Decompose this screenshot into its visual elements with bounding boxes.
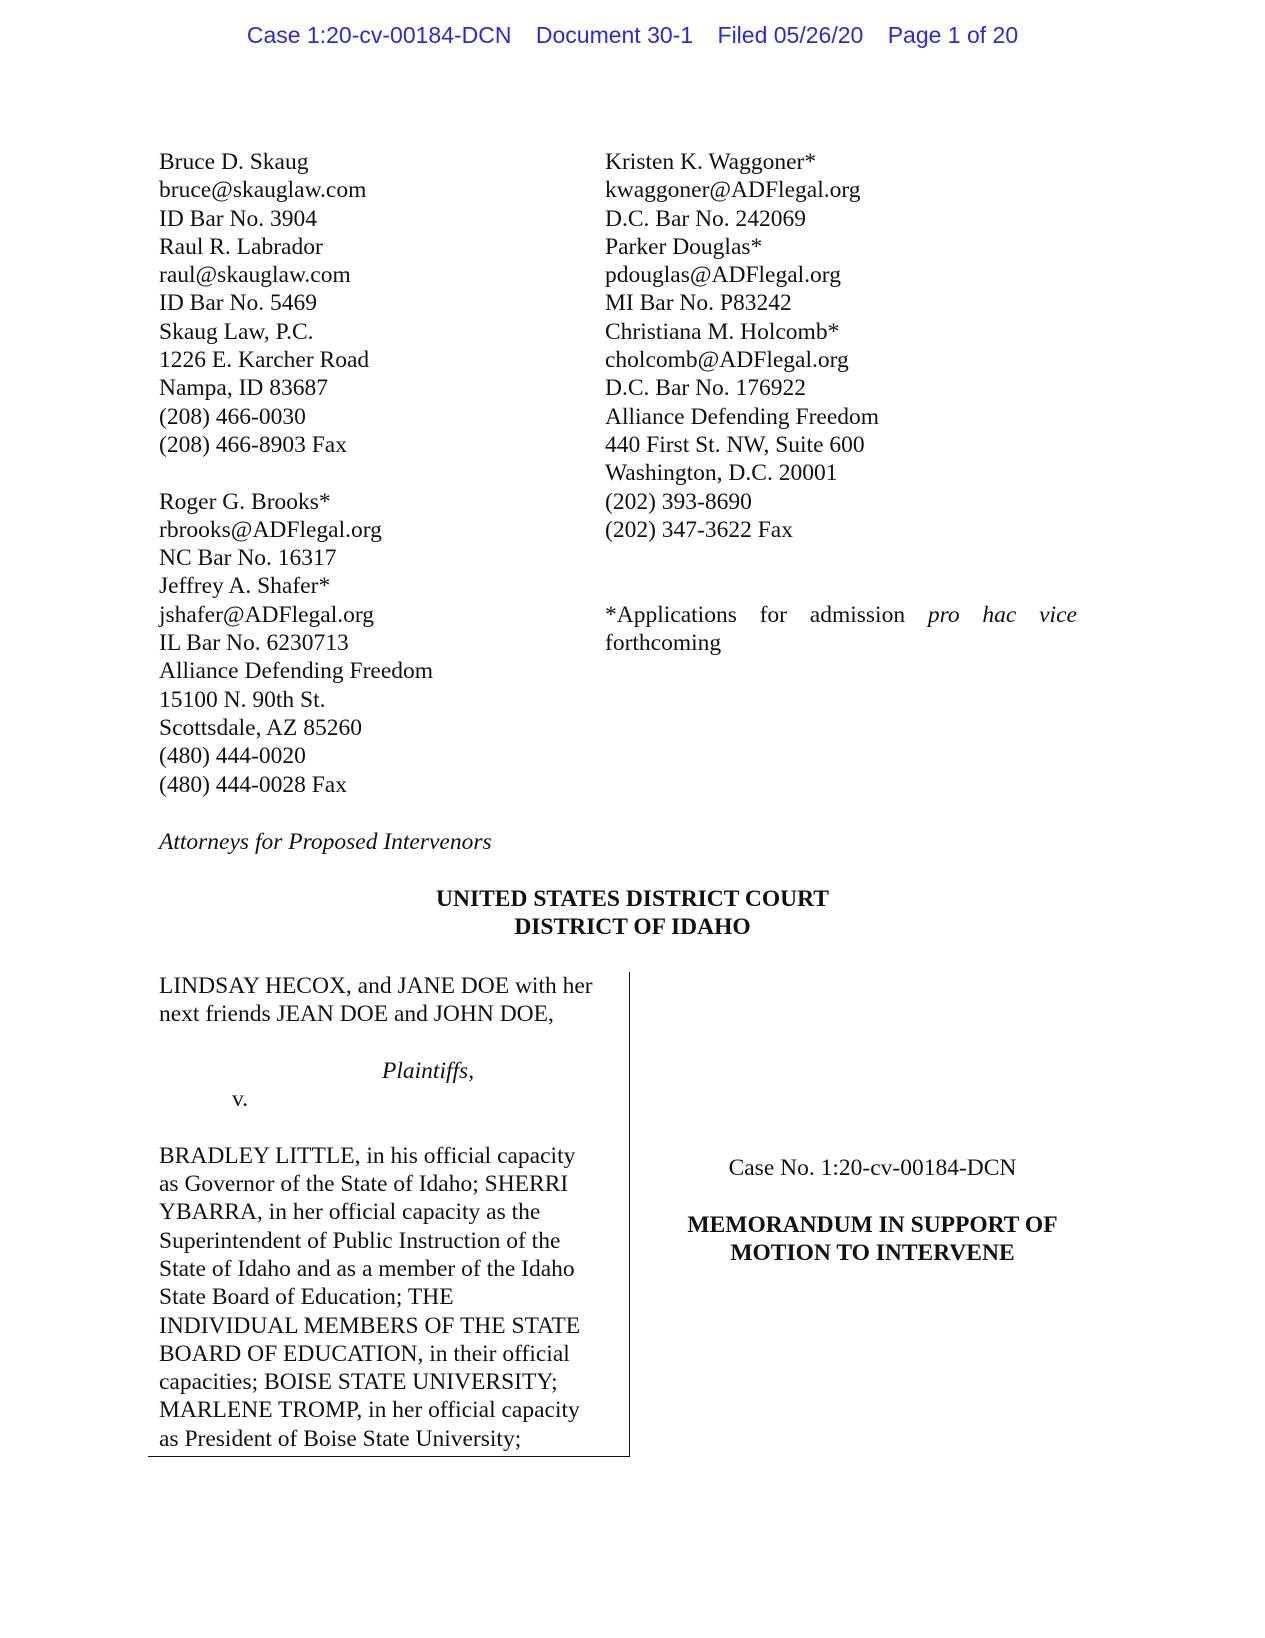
pro-hac-word: vice <box>1039 601 1077 628</box>
counsel-line: (208) 466-0030 <box>159 403 306 430</box>
counsel-line: ID Bar No. 5469 <box>159 290 317 317</box>
counsel-line: 1226 E. Karcher Road <box>159 347 370 374</box>
counsel-line: (202) 393-8690 <box>605 488 752 515</box>
counsel-email-link[interactable]: cholcomb@ADFlegal.org <box>605 347 849 374</box>
spacer <box>605 544 1077 601</box>
counsel-line: IL Bar No. 6230713 <box>159 630 349 657</box>
counsel-line: Raul R. Labrador <box>159 233 323 260</box>
counsel-email-link[interactable]: raul@skauglaw.com <box>159 262 351 289</box>
counsel-line: Bruce D. Skaug <box>159 149 309 175</box>
spacer <box>159 459 433 487</box>
attorneys-for-label: Attorneys for Proposed Intervenors <box>159 829 492 855</box>
case-caption-parties <box>148 972 630 1457</box>
pro-hac-word: admission <box>809 601 906 628</box>
court-title <box>0 885 1265 942</box>
pro-hac-word: *Applications <box>605 601 737 628</box>
counsel-line: Skaug Law, P.C. <box>159 318 314 345</box>
counsel-line: Kristen K. Waggoner* <box>605 149 817 175</box>
case-number: Case No. 1:20-cv-00184-DCN <box>728 1155 1017 1181</box>
plaintiffs-label-text: Plaintiffs <box>382 1057 469 1084</box>
counsel-line: ID Bar No. 3904 <box>159 205 317 232</box>
counsel-line: Christiana M. Holcomb* <box>605 318 840 345</box>
pro-hac-word: for <box>759 601 788 628</box>
defendants-line: BRADLEY LITTLE, in his official capacity <box>159 1142 576 1169</box>
pro-hac-vice-note <box>605 601 1077 658</box>
defendants-line: capacities; BOISE STATE UNIVERSITY; <box>159 1369 558 1396</box>
counsel-email-link[interactable]: jshafer@ADFlegal.org <box>159 601 375 628</box>
spacer <box>159 1029 629 1057</box>
counsel-line: Roger G. Brooks* <box>159 488 331 515</box>
counsel-line: (208) 466-8903 Fax <box>159 431 347 458</box>
case-caption-title <box>630 1154 1115 1267</box>
counsel-line: MI Bar No. P83242 <box>605 290 792 317</box>
plaintiffs-line: next friends JEAN DOE and JOHN DOE, <box>159 1001 554 1028</box>
ecf-header-stamp <box>0 22 1265 49</box>
counsel-line: Washington, D.C. 20001 <box>605 460 838 487</box>
defendants-line: Superintendent of Public Instruction of the <box>159 1227 561 1254</box>
counsel-line: (202) 347-3622 Fax <box>605 516 793 543</box>
counsel-line: (480) 444-0028 Fax <box>159 771 347 798</box>
plaintiffs-label-comma: , <box>468 1057 475 1084</box>
court-name: UNITED STATES DISTRICT COURT <box>436 886 829 912</box>
counsel-line: Alliance Defending Freedom <box>159 658 434 685</box>
defendants-line: State Board of Education; THE <box>159 1284 454 1311</box>
defendants-line: State of Idaho and as a member of the Idaho <box>159 1255 575 1282</box>
pro-hac-word: forthcoming <box>605 630 722 657</box>
defendants-line: as President of Boise State University; <box>159 1425 522 1452</box>
counsel-email-link[interactable]: kwaggoner@ADFlegal.org <box>605 177 861 204</box>
counsel-line: Parker Douglas* <box>605 233 763 260</box>
counsel-email-link[interactable]: pdouglas@ADFlegal.org <box>605 262 841 289</box>
counsel-line: (480) 444-0020 <box>159 743 306 770</box>
counsel-block-right <box>605 148 1077 657</box>
versus-label: v. <box>232 1086 249 1113</box>
defendants-line: YBARRA, in her official capacity as the <box>159 1199 541 1226</box>
memorandum-title-line: MEMORANDUM IN SUPPORT OF <box>687 1211 1058 1238</box>
counsel-line: 440 First St. NW, Suite 600 <box>605 431 865 458</box>
counsel-line: Nampa, ID 83687 <box>159 375 329 402</box>
counsel-line: 15100 N. 90th St. <box>159 686 326 713</box>
counsel-email-link[interactable]: bruce@skauglaw.com <box>159 177 367 204</box>
counsel-email-link[interactable]: rbrooks@ADFlegal.org <box>159 516 382 543</box>
counsel-line: Scottsdale, AZ 85260 <box>159 714 362 741</box>
plaintiffs-line: LINDSAY HECOX, and JANE DOE with her <box>159 973 593 999</box>
counsel-line: D.C. Bar No. 242069 <box>605 205 807 232</box>
pro-hac-word: pro <box>927 601 960 628</box>
plaintiffs-label <box>159 1057 629 1085</box>
counsel-line: Jeffrey A. Shafer* <box>159 573 331 600</box>
header-document-number: Document 30-1 <box>535 22 694 48</box>
defendants-line: MARLENE TROMP, in her official capacity <box>159 1397 580 1424</box>
defendants-line: INDIVIDUAL MEMBERS OF THE STATE <box>159 1312 581 1339</box>
counsel-line: Alliance Defending Freedom <box>605 403 880 430</box>
header-filed-date: Filed 05/26/20 <box>717 22 864 48</box>
header-page-number: Page 1 of 20 <box>887 22 1019 48</box>
defendants-line: BOARD OF EDUCATION, in their official <box>159 1340 570 1367</box>
counsel-line: D.C. Bar No. 176922 <box>605 375 807 402</box>
counsel-block-left <box>159 148 433 799</box>
memorandum-title-line: MOTION TO INTERVENE <box>730 1239 1015 1266</box>
pro-hac-word: hac <box>982 601 1017 628</box>
counsel-line: NC Bar No. 16317 <box>159 545 337 572</box>
header-case-number: Case 1:20-cv-00184-DCN <box>246 22 512 48</box>
court-district: DISTRICT OF IDAHO <box>514 914 751 941</box>
defendants-line: as Governor of the State of Idaho; SHERRI <box>159 1171 569 1198</box>
spacer <box>159 1113 629 1141</box>
